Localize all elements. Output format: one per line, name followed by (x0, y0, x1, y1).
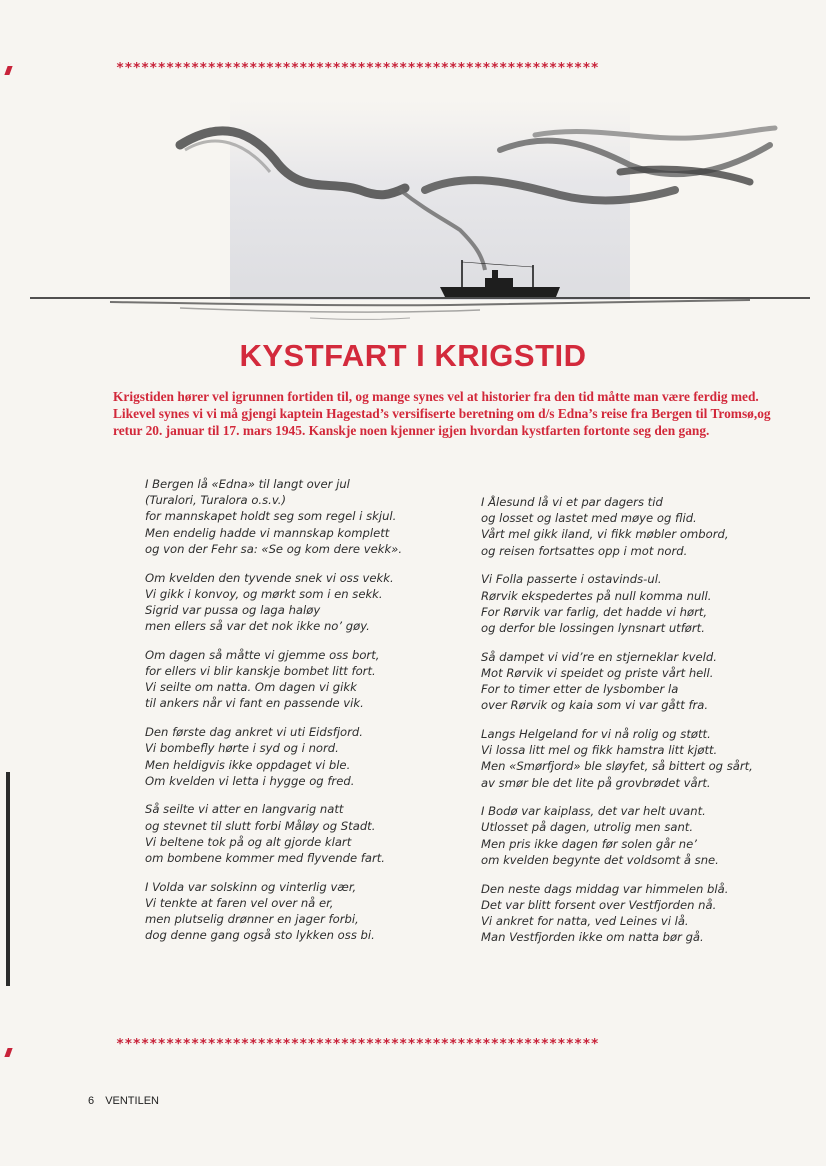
poem-line: Den neste dags middag var himmelen blå. (481, 881, 729, 896)
poem-line: men plutselig drønner en jager forbi, (145, 912, 359, 927)
poem-line: Vårt mel gikk iland, vi fikk møbler ombord, (481, 527, 729, 542)
page-number: 6 (88, 1095, 95, 1107)
poem-line: Vi Folla passerte i ostavinds-ul. (481, 572, 662, 587)
poem-line: for ellers vi blir kanskje bombet litt fort. (145, 664, 376, 679)
poem-line: Rørvik ekspedertes på null komma null. (481, 588, 712, 603)
intro-line: Likevel synes vi vi må gjengi kaptein Hagestad’s versifiserte beretning om d/s Edna’s reise fra Bergen til Tromsø,og (113, 406, 771, 421)
article-intro (113, 388, 793, 439)
edge-mark-bottom (4, 1048, 12, 1057)
poem-stanza (481, 494, 801, 559)
page-edge-bar (6, 772, 10, 986)
poem-stanza (145, 879, 475, 944)
poem-line: Vi tenkte at faren vel over nå er, (145, 895, 334, 910)
poem-stanza (481, 571, 801, 636)
poem-stanza (481, 803, 801, 868)
poem-line: I Bergen lå «Edna» til langt over jul (145, 477, 350, 491)
poem-line: Men heldigvis ikke oppdaget vi ble. (145, 757, 351, 772)
poem-stanza (145, 724, 475, 789)
poem-column-left (145, 476, 475, 956)
poem-line: For to timer etter de lysbomber la (481, 682, 679, 697)
poem-line: I Bodø var kaiplass, det var helt uvant. (481, 804, 706, 819)
poem-column-right (481, 494, 801, 958)
poem-line: Sigrid var pussa og laga haløy (145, 602, 321, 617)
poem-stanza (481, 649, 801, 714)
poem-stanza (145, 647, 475, 712)
star-border-bottom: ********************************************************** (116, 1036, 600, 1052)
magazine-name: VENTILEN (105, 1095, 159, 1107)
poem-stanza (145, 476, 475, 557)
intro-line: Krigstiden hører vel igrunnen fortiden til, og mange synes vel at historier fra den tid måtte man være ferdig med. (113, 389, 759, 404)
poem-line: Så dampet vi vid’re en stjerneklar kveld. (481, 649, 717, 664)
edge-mark-top (4, 66, 12, 75)
star-border-top: ********************************************************** (116, 60, 600, 76)
poem-line: og von der Fehr sa: «Se og kom dere vekk». (145, 541, 403, 556)
poem-line: om bombene kommer med flyvende fart. (145, 851, 385, 866)
poem-line: Men pris ikke dagen før solen går ne’ (481, 836, 697, 851)
poem-line: Vi seilte om natta. Om dagen vi gikk (145, 680, 357, 695)
poem-line: Vi ankret for natta, ved Leines vi lå. (481, 913, 689, 928)
poem-stanza (481, 726, 801, 791)
poem-line: og losset og lastet med møye og flid. (481, 511, 697, 526)
poem-line: over Rørvik og kaia som vi var gått fra. (481, 698, 709, 713)
poem-line: Mot Rørvik vi speidet og priste vårt hell. (481, 665, 714, 680)
ship-illustration (30, 90, 810, 340)
poem-line: Så seilte vi atter en langvarig natt (145, 802, 344, 817)
poem-line: Men «Smørfjord» ble sløyfet, så bittert og sårt, (481, 759, 753, 774)
poem-line: Om dagen så måtte vi gjemme oss bort, (145, 647, 380, 662)
poem-line: for mannskapet holdt seg som regel i skjul. (145, 509, 397, 524)
poem-line: I Ålesund lå vi et par dagers tid (481, 495, 663, 509)
poem-line: Vi lossa litt mel og fikk hamstra litt kjøtt. (481, 743, 718, 758)
poem-line: men ellers så var det nok ikke no’ gøy. (145, 619, 370, 634)
poem-line: Om kvelden vi letta i hygge og fred. (145, 773, 355, 788)
poem-line: dog denne gang også sto lykken oss bi. (145, 928, 375, 943)
poem-stanza (481, 881, 801, 946)
poem-line: Det var blitt forsent over Vestfjorden nå. (481, 897, 717, 912)
poem-line: og derfor ble lossingen lynsnart utført. (481, 620, 705, 635)
intro-line: retur 20. januar til 17. mars 1945. Kanskje noen kjenner igjen hvordan kystfarten fortonte seg den gang. (113, 423, 710, 438)
poem-line: til ankers når vi fant en passende vik. (145, 696, 364, 711)
poem-line: Vi gikk i konvoy, og mørkt som i en sekk. (145, 586, 383, 601)
article-title: KYSTFART I KRIGSTID (239, 338, 587, 373)
page-footer (88, 1095, 159, 1107)
poem-stanza (145, 801, 475, 866)
poem-line: I Volda var solskinn og vinterlig vær, (145, 879, 357, 894)
poem-stanza (145, 570, 475, 635)
poem-line: Om kvelden den tyvende snek vi oss vekk. (145, 570, 394, 585)
poem-line: Den første dag ankret vi uti Eidsfjord. (145, 725, 363, 740)
poem-line: Vi bombefly hørte i syd og i nord. (145, 741, 339, 756)
poem-line: av smør ble det lite på grovbrødet vårt. (481, 775, 711, 790)
poem-line: om kvelden begynte det voldsomt å sne. (481, 852, 719, 867)
poem-line: For Rørvik var farlig, det hadde vi hørt, (481, 604, 708, 619)
poem-line: Vi beltene tok på og alt gjorde klart (145, 834, 352, 849)
poem-line: og reisen fortsattes opp i mot nord. (481, 543, 688, 558)
poem-line: Men endelig hadde vi mannskap komplett (145, 525, 390, 540)
poem-line: Utlosset på dagen, utrolig men sant. (481, 820, 694, 835)
poem-line: Man Vestfjorden ikke om natta bør gå. (481, 930, 704, 945)
poem-line: og stevnet til slutt forbi Måløy og Stadt. (145, 818, 376, 833)
poem-line: (Turalori, Turalora o.s.v.) (145, 493, 286, 508)
poem-line: Langs Helgeland for vi nå rolig og støtt. (481, 726, 711, 741)
